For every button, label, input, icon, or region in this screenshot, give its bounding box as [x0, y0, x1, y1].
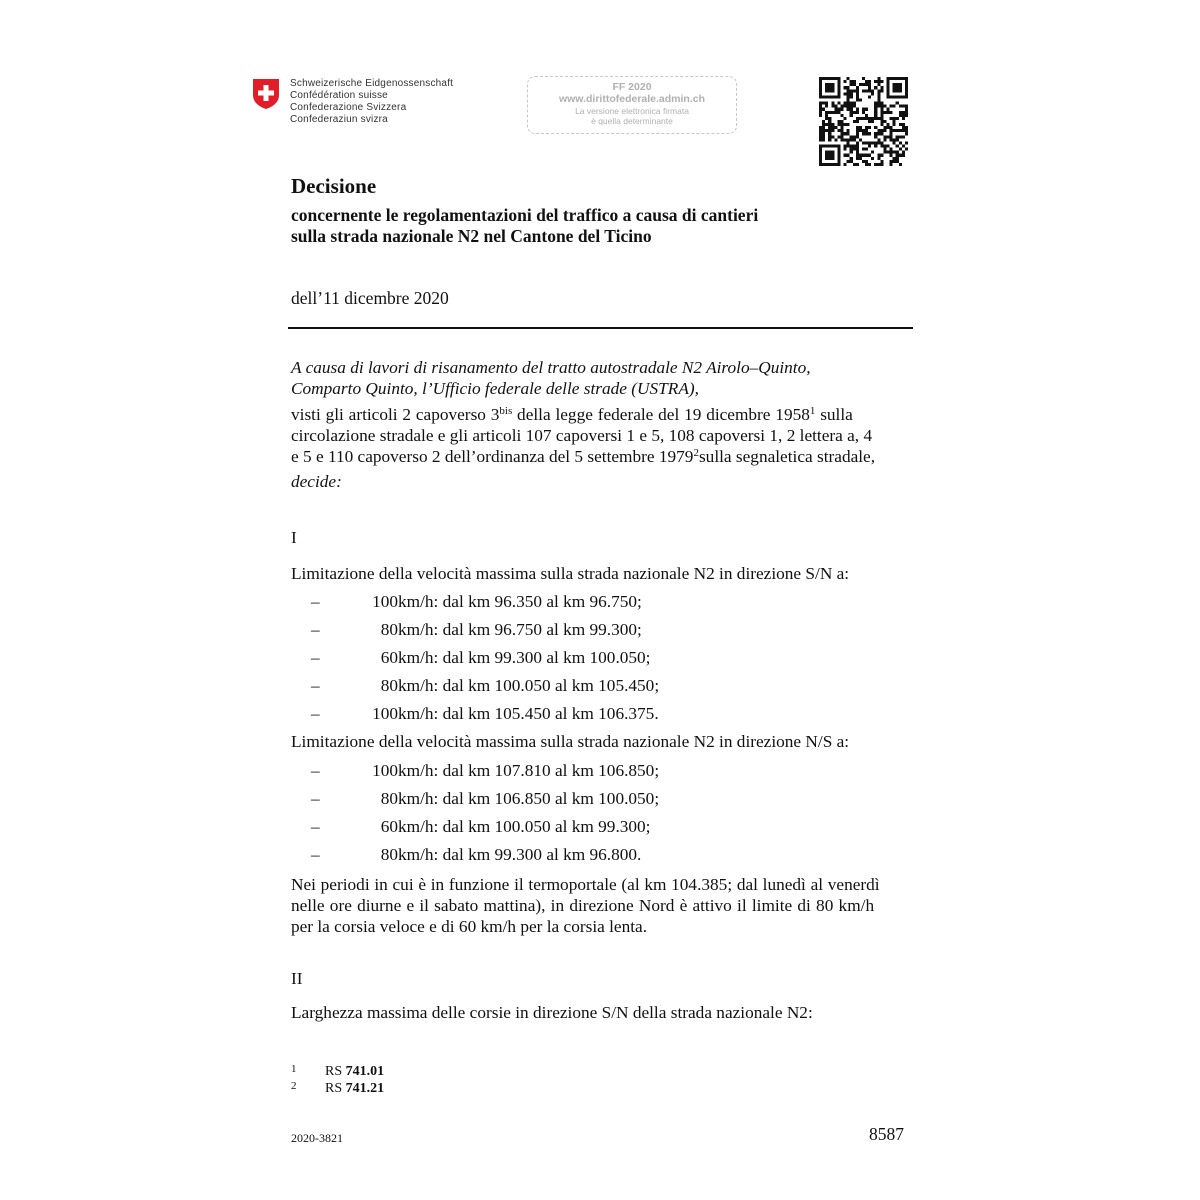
paragraph-line: nelle ore diurne e il sabato mattina), in direzione Nord è attivo il limite di 80 km/h: [291, 896, 875, 915]
confederation-name-rm: Confederaziun svizra: [290, 114, 388, 125]
footnote-ref[interactable]: 741.21: [345, 1081, 385, 1096]
subtitle-line: sulla strada nazionale N2 nel Cantone del Ticino: [291, 226, 652, 246]
subtitle: [291, 205, 911, 247]
dash: –: [311, 704, 320, 723]
footnote-ref-2[interactable]: 2: [693, 447, 699, 459]
segment-text: km/h: dal km 100.050 al km 105.450;: [398, 676, 660, 695]
segment-text: km/h: dal km 96.350 al km 96.750;: [398, 592, 642, 611]
footnote-number: 2: [291, 1080, 297, 1092]
ff-stamp-url: www.dirittofederale.admin.ch: [558, 93, 706, 105]
segment-text: km/h: dal km 99.300 al km 100.050;: [398, 648, 651, 667]
ff-stamp: [527, 76, 737, 134]
dash: –: [311, 845, 320, 864]
segment-text: km/h: dal km 100.050 al km 99.300;: [398, 817, 651, 836]
dash: –: [311, 676, 320, 695]
speed-value: 80: [380, 620, 398, 639]
confederation-name-it: Confederazione Svizzera: [290, 102, 407, 113]
intro-line: A causa di lavori di risanamento del tratto autostradale N2 Airolo–Quinto,: [291, 358, 811, 377]
legal-basis-line: [291, 446, 911, 467]
footnote-text: [325, 1081, 384, 1097]
segment-text: km/h: dal km 105.450 al km 106.375.: [398, 704, 659, 723]
dash: –: [311, 648, 320, 667]
speed-value: 100: [372, 592, 398, 611]
section-numeral-2: II: [291, 969, 303, 988]
document-number: 2020-3821: [291, 1131, 343, 1145]
page-number: 8587: [869, 1124, 904, 1144]
footnote-ref-1[interactable]: 1: [809, 405, 816, 417]
intro-line: Comparto Quinto, l’Ufficio federale delle strade (USTRA),: [291, 379, 699, 398]
legal-basis-text: visti gli articoli 2 capoverso 3: [291, 405, 500, 424]
legal-basis-text: e 5 e 110 capoverso 2 dell’ordinanza del 5 settembre 1979: [291, 447, 694, 466]
decide-label: decide:: [291, 472, 342, 491]
legal-basis-line: [291, 404, 911, 425]
superscript-bis: bis: [499, 405, 513, 417]
speed-value: 60: [380, 817, 398, 836]
ff-stamp-title: FF 2020: [612, 81, 652, 93]
speed-value: 80: [380, 845, 398, 864]
dash: –: [311, 817, 320, 836]
subtitle-line: concernente le regolamentazioni del traffico a causa di cantieri: [291, 205, 759, 225]
footnote-text: [325, 1064, 384, 1080]
speed-value: 100: [372, 761, 398, 780]
segment-text: km/h: dal km 106.850 al km 100.050;: [398, 789, 660, 808]
paragraph-line: per la corsia veloce e di 60 km/h per la corsia lenta.: [291, 917, 648, 936]
dash: –: [311, 592, 320, 611]
thermoportal-paragraph: [291, 874, 911, 937]
section-lead-ns: Limitazione della velocità massima sulla strada nazionale N2 in direzione N/S a:: [291, 732, 850, 751]
decision-date: dell’11 dicembre 2020: [291, 288, 449, 308]
speed-value: 60: [380, 648, 398, 667]
section-lead-sn: Limitazione della velocità massima sulla strada nazionale N2 in direzione S/N a:: [291, 564, 850, 583]
qr-code-icon: [819, 77, 908, 166]
intro-paragraph: [291, 357, 911, 399]
legal-basis-text: sulla: [815, 405, 853, 424]
footnote-number: 1: [291, 1063, 297, 1075]
paragraph-line: Nei periodi in cui è in funzione il termoportale (al km 104.385; dal lunedì al venerdì: [291, 875, 880, 894]
ff-stamp-note-1: La versione elettronica firmata: [575, 106, 689, 116]
section-numeral-1: I: [291, 528, 297, 547]
legal-basis-paragraph: [291, 404, 911, 467]
segment-text: km/h: dal km 99.300 al km 96.800.: [398, 845, 642, 864]
legal-basis-text: della legge federale del 19 dicembre 1958: [512, 405, 810, 424]
footnote-prefix: RS: [325, 1081, 346, 1096]
dash: –: [311, 761, 320, 780]
confederation-name-fr: Confédération suisse: [290, 90, 388, 101]
ff-stamp-note-2: è quella determinante: [591, 116, 673, 126]
legal-basis-line: circolazione stradale e gli articoli 107 capoversi 1 e 5, 108 capoversi 1, 2 lettera a, 4: [291, 426, 873, 445]
confederation-names: [290, 78, 453, 126]
dash: –: [311, 789, 320, 808]
divider: [288, 327, 913, 329]
swiss-cross-icon: [252, 78, 280, 110]
speed-value: 100: [372, 704, 398, 723]
footnote-prefix: RS: [325, 1064, 346, 1079]
section-lead-lanes: Larghezza massima delle corsie in direzione S/N della strada nazionale N2:: [291, 1003, 813, 1022]
legal-basis-text: sulla segnaletica stradale,: [698, 447, 876, 466]
segment-text: km/h: dal km 96.750 al km 99.300;: [398, 620, 642, 639]
page-title: Decisione: [291, 174, 377, 198]
confederation-name-de: Schweizerische Eidgenossenschaft: [290, 78, 454, 89]
speed-value: 80: [380, 789, 398, 808]
dash: –: [311, 620, 320, 639]
speed-value: 80: [380, 676, 398, 695]
footnote-ref[interactable]: 741.01: [345, 1064, 385, 1079]
segment-text: km/h: dal km 107.810 al km 106.850;: [398, 761, 660, 780]
